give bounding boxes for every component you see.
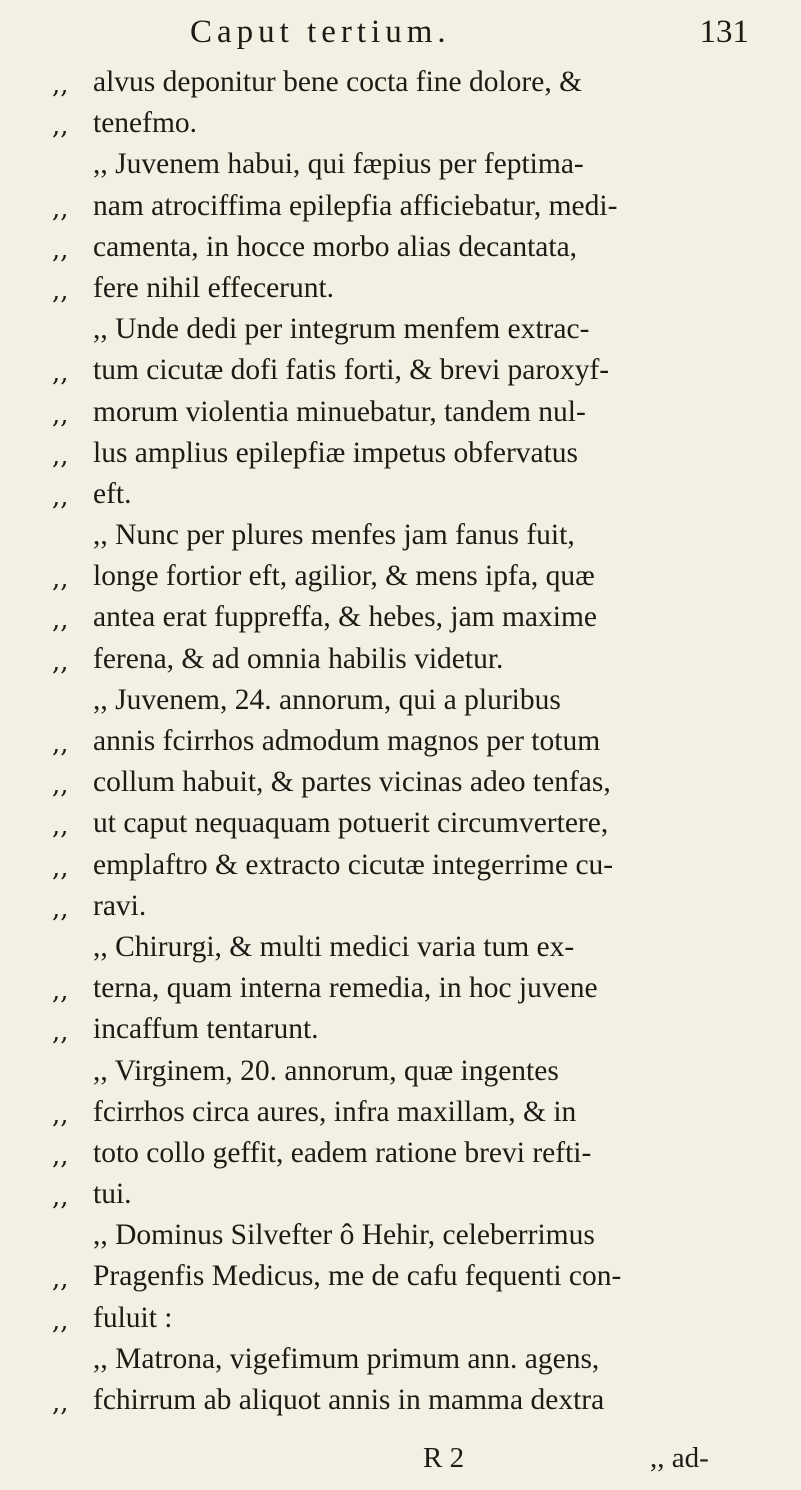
line-text: incaffum tentarunt. <box>93 1013 319 1046</box>
text-line <box>0 766 801 807</box>
quote-marker: ,, <box>52 399 69 430</box>
line-text: emplaftro & extracto cicutæ integerrime cu- <box>93 848 614 881</box>
line-text: fcirrhos circa aures, infra maxillam, & in <box>93 1095 577 1128</box>
text-line <box>0 313 801 354</box>
quote-marker: ,, <box>52 1017 69 1048</box>
line-text: eft. <box>93 477 132 510</box>
quote-marker: ,, <box>52 564 69 595</box>
text-line <box>0 1260 801 1301</box>
text-line <box>0 519 801 560</box>
text-line <box>0 972 801 1013</box>
quote-marker: ,, <box>52 1388 69 1418</box>
text-line <box>0 437 801 478</box>
line-text: antea erat fuppreffa, & hebes, jam maxime <box>93 601 598 634</box>
quote-marker: ,, <box>52 1182 69 1213</box>
line-text: tum cicutæ dofi fatis forti, & brevi paroxyf- <box>93 354 610 387</box>
quote-marker: ,, <box>52 893 69 924</box>
quote-marker: ,, <box>52 811 69 842</box>
text-line <box>0 643 801 684</box>
line-text: camenta, in hocce morbo alias decantata, <box>93 230 578 263</box>
quote-marker: ,, <box>52 770 69 801</box>
text-line <box>0 684 801 725</box>
quote-marker: ,, <box>52 646 69 677</box>
line-text: fuluit : <box>93 1301 173 1334</box>
line-text: ferena, & ad omnia habilis videtur. <box>93 642 504 675</box>
text-line <box>0 601 801 642</box>
page-number: 131 <box>699 14 749 50</box>
quote-marker: ,, <box>52 193 69 224</box>
text-line <box>0 931 801 972</box>
text-line <box>0 1343 801 1384</box>
signature-mark: R 2 <box>423 1442 465 1474</box>
running-head: Caput tertium. <box>190 14 451 50</box>
line-text: ,, Juvenem habui, qui fæpius per feptima- <box>93 148 584 181</box>
quote-marker: ,, <box>52 605 69 636</box>
text-line <box>0 725 801 766</box>
line-text: toto collo geffit, eadem ratione brevi refti- <box>93 1136 592 1169</box>
text-line <box>0 849 801 890</box>
page-header <box>0 14 801 62</box>
line-text: ,, Chirurgi, & multi medici varia tum ex- <box>93 930 575 963</box>
quote-marker: ,, <box>52 234 69 265</box>
line-text: ,, Virginem, 20. annorum, quæ ingentes <box>93 1054 559 1087</box>
quote-marker: ,, <box>52 852 69 883</box>
body-text <box>0 66 801 1425</box>
text-line <box>0 1055 801 1096</box>
text-line <box>0 478 801 519</box>
line-text: annis fcirrhos admodum magnos per totum <box>93 725 601 757</box>
text-line <box>0 1178 801 1219</box>
quote-marker: ,, <box>52 729 69 759</box>
quote-marker: ,, <box>52 481 69 512</box>
quote-marker: ,, <box>52 1140 69 1171</box>
text-line <box>0 231 801 272</box>
text-line <box>0 1013 801 1054</box>
quote-marker: ,, <box>52 976 69 1007</box>
line-text: collum habuit, & partes vicinas adeo tenfas, <box>93 766 611 799</box>
text-line <box>0 1219 801 1260</box>
text-line <box>0 1302 801 1343</box>
quote-marker: ,, <box>52 440 69 471</box>
quote-marker: ,, <box>52 111 69 142</box>
line-text: ,, Dominus Silvefter ô Hehir, celeberrimus <box>93 1219 595 1252</box>
quote-marker: ,, <box>52 1305 69 1336</box>
quote-marker: ,, <box>52 1099 69 1130</box>
line-text: ,, Matrona, vigefimum primum ann. agens, <box>93 1342 600 1375</box>
line-text: tenefmo. <box>93 107 198 140</box>
line-text: ,, Juvenem, 24. annorum, qui a pluribus <box>93 683 561 716</box>
line-text: terna, quam interna remedia, in hoc juvene <box>93 972 598 1005</box>
text-line <box>0 396 801 437</box>
quote-marker: ,, <box>52 70 69 100</box>
catchword: ,, ad- <box>650 1442 709 1474</box>
line-text: fchirrum ab aliquot annis in mamma dextra <box>93 1384 605 1416</box>
text-line <box>0 1384 801 1425</box>
text-line <box>0 354 801 395</box>
line-text: fere nihil effecerunt. <box>93 271 335 304</box>
text-line <box>0 66 801 107</box>
line-text: ut caput nequaquam potuerit circumvertere, <box>93 807 609 840</box>
quote-marker: ,, <box>52 358 69 389</box>
text-line <box>0 560 801 601</box>
page-footer <box>0 1442 801 1482</box>
text-line <box>0 190 801 231</box>
line-text: lus amplius epilepfiæ impetus obfervatus <box>93 436 579 469</box>
line-text: Pragenfis Medicus, me de cafu fequenti con- <box>93 1260 622 1293</box>
line-text: longe fortior eft, agilior, & mens ipfa, quæ <box>93 560 595 593</box>
text-line <box>0 148 801 189</box>
line-text: ravi. <box>93 889 147 922</box>
line-text: ,, Nunc per plures menfes jam fanus fuit, <box>93 519 575 552</box>
text-line <box>0 107 801 148</box>
text-line <box>0 1096 801 1137</box>
quote-marker: ,, <box>52 275 69 306</box>
text-line <box>0 890 801 931</box>
text-line <box>0 272 801 313</box>
line-text: morum violentia minuebatur, tandem nul- <box>93 395 586 428</box>
line-text: ,, Unde dedi per integrum menfem extrac- <box>93 313 590 346</box>
line-text: tui. <box>93 1178 132 1211</box>
line-text: alvus deponitur bene cocta fine dolore, & <box>93 66 583 98</box>
line-text: nam atrociffima epilepfia afficiebatur, medi- <box>93 189 618 222</box>
text-line <box>0 807 801 848</box>
text-line <box>0 1137 801 1178</box>
quote-marker: ,, <box>52 1264 69 1295</box>
